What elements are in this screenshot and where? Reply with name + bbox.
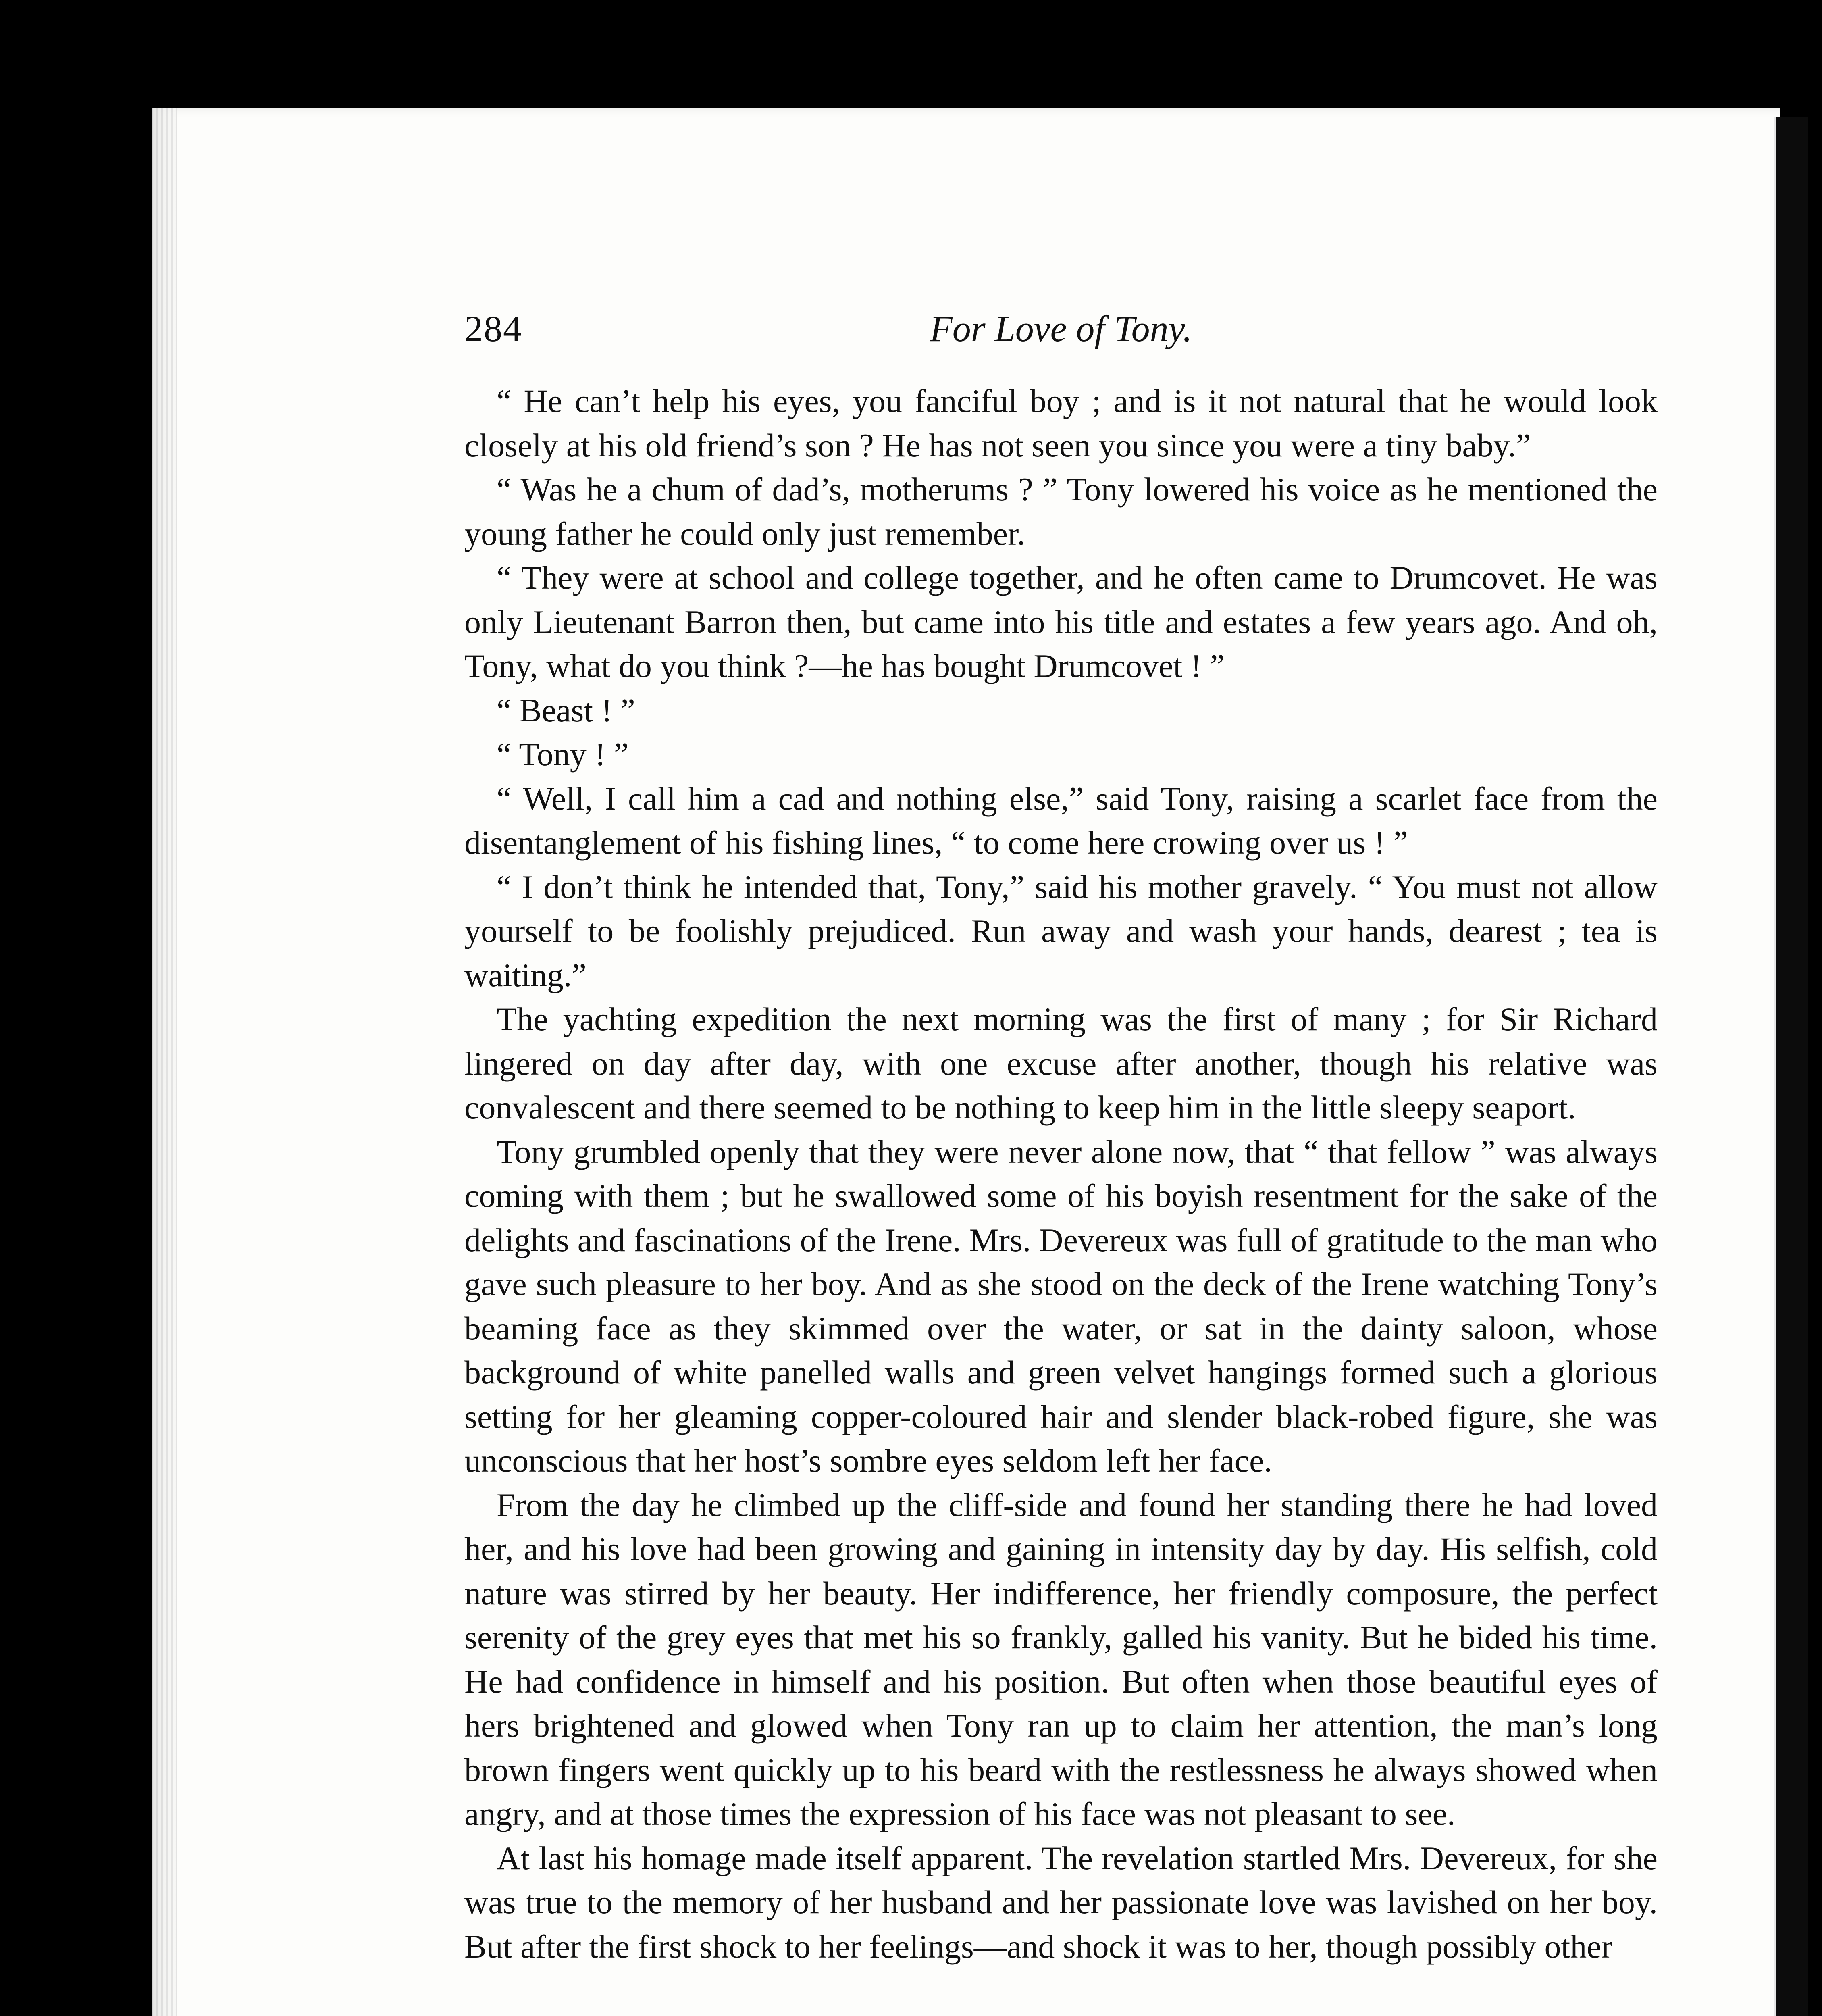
paragraph: From the day he climbed up the cliff-side and found her standing there he had loved her, and his love had been growing and gaining in intensity day by day. His selfish, cold nature was stirred by her beauty. Her indifference, her friendly composure, the perfect serenity of the grey eyes that met his so frankly, galled his vanity. But he bided his time. He had confidence in himself and his position. But often when those beautiful eyes of hers brightened and glowed when Tony ran up to claim her attention, the man’s long brown fingers went quickly up to his beard with the restlessness he always showed when angry, and at those times the expression of his face was not pleasant to see. [464, 1486, 1658, 1832]
paragraph: “ I don’t think he intended that, Tony,” said his mother gravely. “ You must not allow yourself to be foolishly prejudiced. Run away and wash your hands, dearest ; tea is waiting.” [464, 868, 1658, 993]
paragraph: “ Was he a chum of dad’s, motherums ? ” Tony lowered his voice as he mentioned the young father he could only just remember. [464, 471, 1658, 552]
paragraph: “ They were at school and college together, and he often came to Drumcovet. He was only Lieutenant Barron then, but came into his title and estates a few years ago. And oh, Tony, what do you think ?—he has bought Drumcovet ! ” [464, 559, 1658, 684]
page-body-text [464, 379, 1658, 1968]
paragraph: The yachting expedition the next morning was the first of many ; for Sir Richard lingered on day after day, with one excuse after another, though his relative was convalescent and there seemed to be nothing to keep him in the little sleepy seaport. [464, 1001, 1658, 1126]
facing-page-edge [1774, 117, 1808, 2016]
page-number: 284 [464, 308, 522, 349]
paragraph: “ He can’t help his eyes, you fanciful boy ; and is it not natural that he would look closely at his old friend’s son ? He has not seen you since you were a tiny baby.” [464, 383, 1658, 464]
paragraph: At last his homage made itself apparent. The revelation startled Mrs. Devereux, for she was true to the memory of her husband and her passionate love was lavished on her boy. But after the first shock to her feelings—and shock it was to her, though possibly other [464, 1839, 1658, 1965]
running-title: For Love of Tony. [930, 308, 1192, 349]
page-header [464, 307, 1658, 368]
page-gutter-shadow [152, 108, 177, 2016]
paragraph: “ Well, I call him a cad and nothing else,” said Tony, raising a scarlet face from the disentanglement of his fishing lines, “ to come here crowing over us ! ” [464, 780, 1658, 861]
paragraph: “ Beast ! ” [497, 691, 635, 729]
paragraph: Tony grumbled openly that they were never alone now, that “ that fellow ” was always coming with them ; but he swallowed some of his boyish resentment for the sake of the delights and fascinations of the Irene. Mrs. Devereux was full of gratitude to the man who gave such pleasure to her boy. And as she stood on the deck of the Irene watching Tony’s beaming face as they skimmed over the water, or sat in the dainty saloon, whose background of white panelled walls and green velvet hangings formed such a glorious setting for her gleaming copper-coloured hair and slender black-robed figure, she was unconscious that her host’s sombre eyes seldom left her face. [464, 1133, 1658, 1479]
paragraph: “ Tony ! ” [497, 736, 629, 773]
